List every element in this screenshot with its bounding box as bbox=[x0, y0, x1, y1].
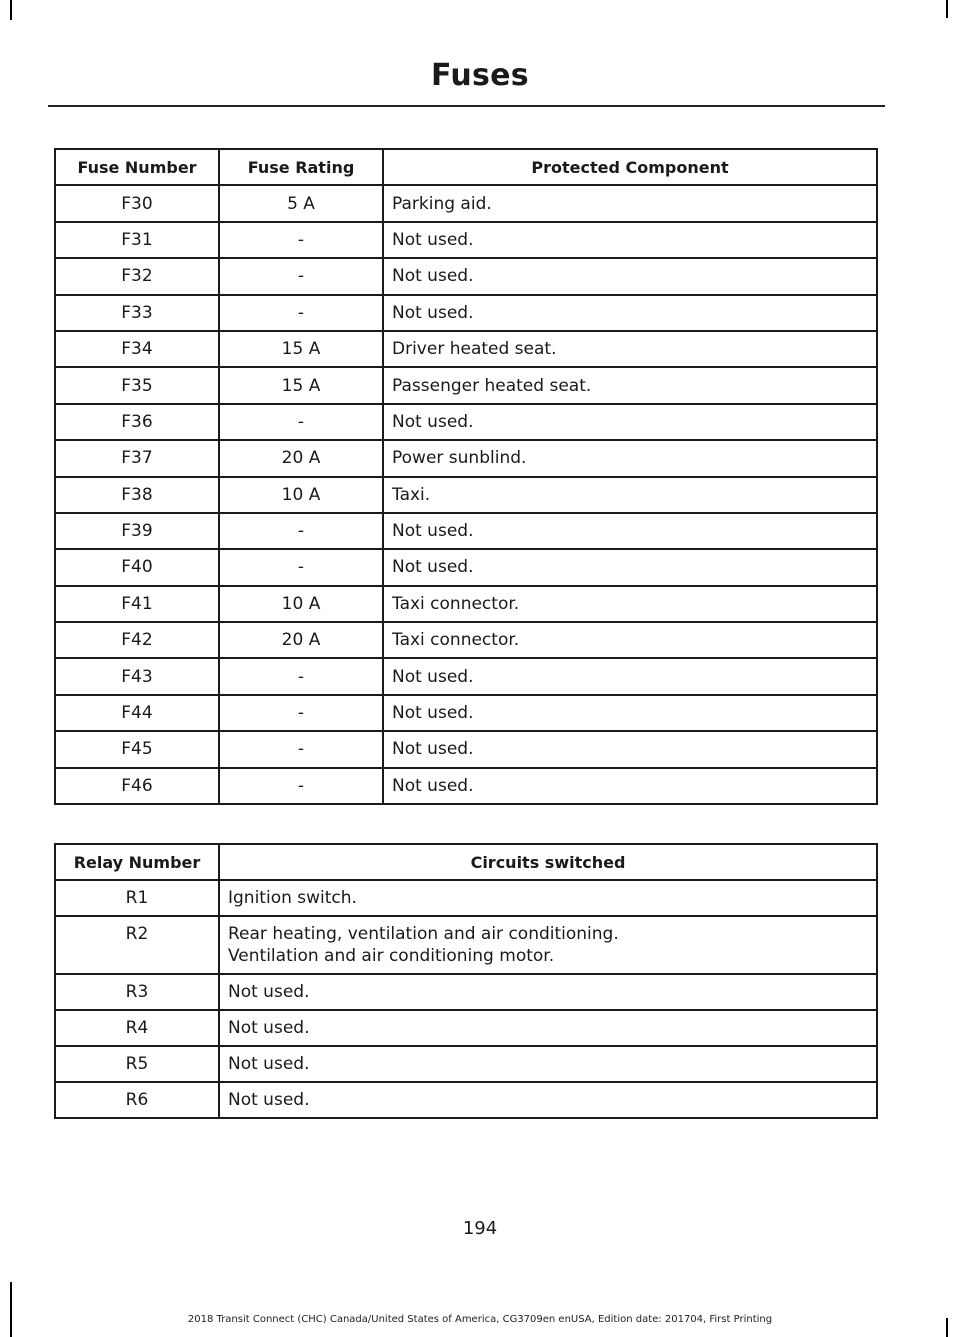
table-row bbox=[55, 477, 877, 513]
fuse-number-cell: F30 bbox=[55, 185, 219, 221]
circuits-switched-cell bbox=[219, 916, 877, 974]
circuit-line: Rear heating, ventilation and air conditioning. bbox=[228, 924, 619, 944]
protected-component-cell: Power sunblind. bbox=[383, 440, 877, 476]
fuse-number-cell: F31 bbox=[55, 222, 219, 258]
table-row bbox=[55, 658, 877, 694]
circuits-switched-header: Circuits switched bbox=[219, 844, 877, 880]
fuse-rating-cell: 5 A bbox=[219, 185, 383, 221]
fuse-number-cell: F43 bbox=[55, 658, 219, 694]
fuse-number-cell: F45 bbox=[55, 731, 219, 767]
fuse-number-header: Fuse Number bbox=[55, 149, 219, 185]
relay-number-cell: R5 bbox=[55, 1046, 219, 1082]
fuse-rating-cell: - bbox=[219, 658, 383, 694]
circuits-switched-cell bbox=[219, 1082, 877, 1118]
table-row bbox=[55, 622, 877, 658]
fuse-rating-cell: - bbox=[219, 549, 383, 585]
fuse-number-cell: F42 bbox=[55, 622, 219, 658]
circuit-line: Not used. bbox=[228, 982, 310, 1002]
protected-component-cell: Not used. bbox=[383, 513, 877, 549]
fuse-number-cell: F40 bbox=[55, 549, 219, 585]
fuse-number-cell: F37 bbox=[55, 440, 219, 476]
relay-number-cell: R3 bbox=[55, 974, 219, 1010]
table-row bbox=[55, 440, 877, 476]
relay-number-cell: R4 bbox=[55, 1010, 219, 1046]
page-title: Fuses bbox=[431, 58, 529, 93]
protected-component-cell: Taxi connector. bbox=[383, 586, 877, 622]
relay-number-cell: R2 bbox=[55, 916, 219, 974]
fuse-rating-header: Fuse Rating bbox=[219, 149, 383, 185]
fuse-number-cell: F32 bbox=[55, 258, 219, 294]
table-row bbox=[55, 222, 877, 258]
circuits-switched-cell bbox=[219, 1010, 877, 1046]
circuit-line: Ignition switch. bbox=[228, 888, 357, 908]
table-row bbox=[55, 1082, 877, 1118]
fuse-rating-cell: - bbox=[219, 222, 383, 258]
page-number: 194 bbox=[462, 1218, 498, 1239]
protected-component-cell: Taxi. bbox=[383, 477, 877, 513]
fuse-number-cell: F38 bbox=[55, 477, 219, 513]
circuits-switched-cell bbox=[219, 880, 877, 916]
fuse-rating-cell: 10 A bbox=[219, 586, 383, 622]
fuse-number-cell: F34 bbox=[55, 331, 219, 367]
fuse-rating-cell: 15 A bbox=[219, 331, 383, 367]
protected-component-cell: Not used. bbox=[383, 258, 877, 294]
fuse-number-cell: F46 bbox=[55, 768, 219, 804]
fuse-rating-cell: 15 A bbox=[219, 367, 383, 403]
protected-component-header: Protected Component bbox=[383, 149, 877, 185]
relay-table bbox=[54, 843, 878, 1119]
relay-table-header-row bbox=[55, 844, 877, 880]
fuse-number-cell: F44 bbox=[55, 695, 219, 731]
crop-mark-top-left bbox=[10, 0, 12, 20]
table-row bbox=[55, 974, 877, 1010]
protected-component-cell: Driver heated seat. bbox=[383, 331, 877, 367]
protected-component-cell: Parking aid. bbox=[383, 185, 877, 221]
title-divider bbox=[48, 105, 885, 107]
fuse-rating-cell: 20 A bbox=[219, 440, 383, 476]
relay-number-header: Relay Number bbox=[55, 844, 219, 880]
table-row bbox=[55, 586, 877, 622]
protected-component-cell: Not used. bbox=[383, 222, 877, 258]
table-row bbox=[55, 258, 877, 294]
footer-edition-info: 2018 Transit Connect (CHC) Canada/United States of America, CG3709en enUSA, Edition date: 201704, First Printing bbox=[187, 1314, 773, 1325]
table-row bbox=[55, 513, 877, 549]
circuit-line: Not used. bbox=[228, 1090, 310, 1110]
table-row bbox=[55, 404, 877, 440]
circuit-line: Ventilation and air conditioning motor. bbox=[228, 946, 555, 966]
table-row bbox=[55, 1046, 877, 1082]
fuse-table-header-row bbox=[55, 149, 877, 185]
fuse-rating-cell: 10 A bbox=[219, 477, 383, 513]
fuse-rating-cell: - bbox=[219, 258, 383, 294]
circuits-switched-cell bbox=[219, 974, 877, 1010]
fuse-number-cell: F33 bbox=[55, 295, 219, 331]
table-row bbox=[55, 768, 877, 804]
protected-component-cell: Not used. bbox=[383, 549, 877, 585]
fuse-number-cell: F39 bbox=[55, 513, 219, 549]
table-row bbox=[55, 731, 877, 767]
table-row bbox=[55, 549, 877, 585]
fuse-rating-cell: - bbox=[219, 295, 383, 331]
fuse-number-cell: F35 bbox=[55, 367, 219, 403]
protected-component-cell: Not used. bbox=[383, 295, 877, 331]
fuse-number-cell: F36 bbox=[55, 404, 219, 440]
protected-component-cell: Taxi connector. bbox=[383, 622, 877, 658]
fuse-rating-cell: - bbox=[219, 695, 383, 731]
table-row bbox=[55, 295, 877, 331]
fuse-rating-cell: - bbox=[219, 731, 383, 767]
crop-mark-bottom-left bbox=[10, 1282, 12, 1337]
fuse-table bbox=[54, 148, 878, 805]
table-row bbox=[55, 880, 877, 916]
protected-component-cell: Not used. bbox=[383, 404, 877, 440]
circuit-line: Not used. bbox=[228, 1018, 310, 1038]
crop-mark-top-right bbox=[946, 0, 948, 18]
relay-number-cell: R6 bbox=[55, 1082, 219, 1118]
table-row bbox=[55, 916, 877, 974]
fuse-number-cell: F41 bbox=[55, 586, 219, 622]
protected-component-cell: Not used. bbox=[383, 695, 877, 731]
fuse-rating-cell: - bbox=[219, 513, 383, 549]
protected-component-cell: Passenger heated seat. bbox=[383, 367, 877, 403]
protected-component-cell: Not used. bbox=[383, 658, 877, 694]
table-row bbox=[55, 367, 877, 403]
circuit-line: Not used. bbox=[228, 1054, 310, 1074]
fuse-rating-cell: - bbox=[219, 768, 383, 804]
fuse-rating-cell: 20 A bbox=[219, 622, 383, 658]
table-row bbox=[55, 695, 877, 731]
protected-component-cell: Not used. bbox=[383, 731, 877, 767]
table-row bbox=[55, 331, 877, 367]
table-row bbox=[55, 185, 877, 221]
fuse-rating-cell: - bbox=[219, 404, 383, 440]
protected-component-cell: Not used. bbox=[383, 768, 877, 804]
relay-number-cell: R1 bbox=[55, 880, 219, 916]
table-row bbox=[55, 1010, 877, 1046]
circuits-switched-cell bbox=[219, 1046, 877, 1082]
